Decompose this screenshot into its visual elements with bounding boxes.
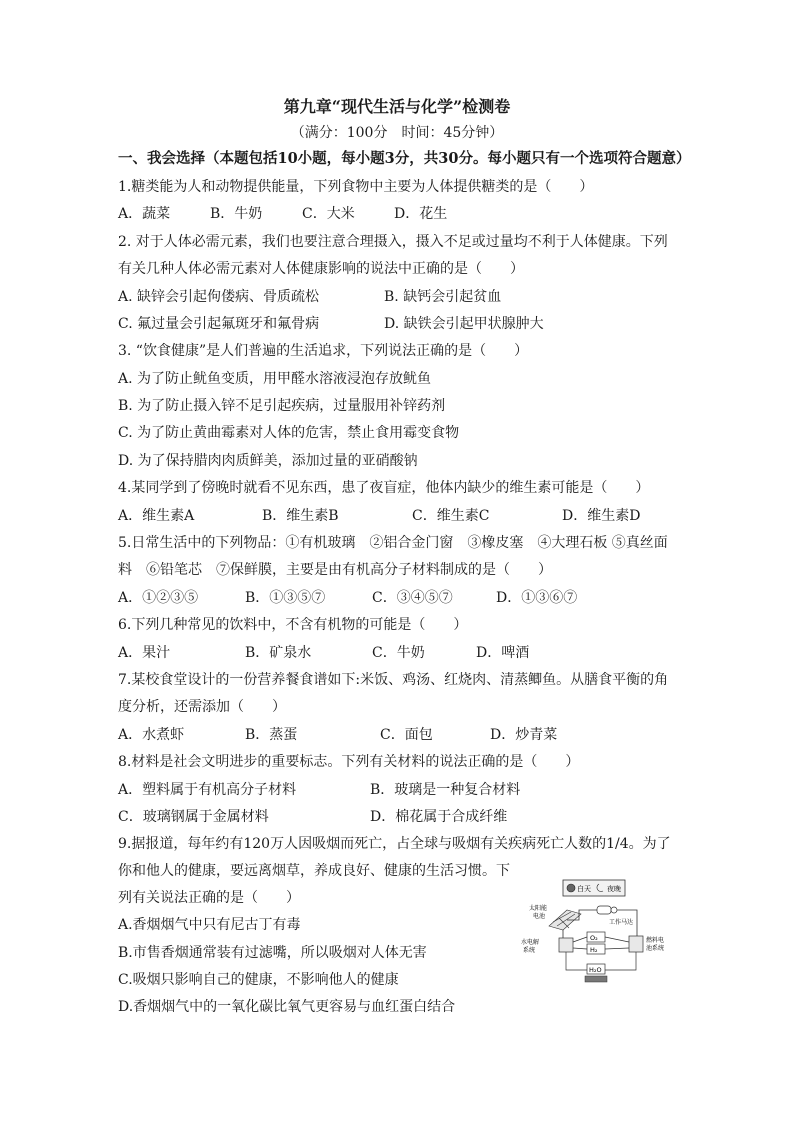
q4-option-b: B．维生素B — [262, 508, 339, 524]
fuel-cell-box — [629, 936, 643, 952]
q5-option-c: C．③④⑤⑦ — [372, 590, 453, 606]
q6-option-b: B．矿泉水 — [245, 645, 312, 661]
q6-option-d: D．啤酒 — [476, 645, 530, 661]
sun-icon — [567, 884, 575, 892]
q1-option-d: D．花生 — [394, 206, 448, 222]
q7-option-a: A．水煮虾 — [118, 727, 185, 743]
question-6-stem: 6.下列几种常见的饮料中，不含有机物的可能是（ ） — [118, 617, 468, 633]
question-3-stem: 3. “饮食健康”是人们普遍的生活追求，下列说法正确的是（ ） — [118, 343, 529, 359]
q6-option-a: A．果汁 — [118, 645, 171, 661]
q3-option-c: C. 为了防止黄曲霉素对人体的危害，禁止食用霉变食物 — [118, 425, 460, 441]
q1-option-b: B．牛奶 — [210, 206, 263, 222]
day-label: 白天 — [577, 885, 591, 893]
q4-option-d: D．维生素D — [562, 508, 641, 524]
q9-option-d: D.香烟烟气中的一氧化碳比氧气更容易与血红蛋白结合 — [118, 999, 456, 1015]
question-1-stem: 1.糖类能为人和动物提供能量，下列食物中主要为人体提供糖类的是（ ） — [118, 179, 594, 195]
q8-option-a: A．塑料属于有机高分子材料 — [118, 782, 297, 798]
o2-label: O₂ — [590, 934, 598, 942]
motor-icon — [597, 906, 611, 914]
electrolysis-label-1: 水电解 — [521, 939, 540, 946]
q2-option-d: D. 缺铁会引起甲状腺肿大 — [384, 316, 544, 332]
q7-option-b: B．蒸蛋 — [245, 727, 298, 743]
q9-option-c: C.吸烟只影响自己的健康，不影响他人的健康 — [118, 972, 399, 988]
q4-option-c: C．维生素C — [412, 508, 490, 524]
electrolysis-label-2: 系统 — [523, 947, 536, 954]
page-subtitle: （满分：100分 时间：45分钟） — [290, 125, 504, 141]
fuelcell-label-2: 池系统 — [646, 945, 665, 952]
question-9-stem-2: 你和他人的健康，要远离烟草，养成良好、健康的生活习惯。下 — [118, 863, 510, 879]
q2-option-c: C. 氟过量会引起氟斑牙和氟骨病 — [118, 316, 320, 332]
electrolysis-box — [559, 938, 573, 952]
q9-option-a: A.香烟烟气中只有尼古丁有毒 — [118, 917, 301, 933]
energy-system-diagram — [519, 878, 671, 990]
section-heading: 一、我会选择（本题包括10小题，每小题3分，共30分。每小题只有一个选项符合题意） — [118, 150, 691, 167]
q8-option-c: C．玻璃钢属于金属材料 — [118, 809, 269, 825]
q9-option-b: B.市售香烟通常装有过滤嘴，所以吸烟对人体无害 — [118, 945, 427, 961]
q4-option-a: A．维生素A — [118, 508, 195, 524]
q5-option-a: A．①②③⑤ — [118, 590, 199, 606]
question-2-stem-2: 有关几种人体必需元素对人体健康影响的说法中正确的是（ ） — [118, 261, 524, 277]
question-7-stem-2: 度分析，还需添加（ ） — [118, 699, 286, 715]
q8-option-b: B．玻璃是一种复合材料 — [370, 782, 521, 798]
question-4-stem: 4.某同学到了傍晚时就看不见东西，患了夜盲症，他体内缺少的维生素可能是（ ） — [118, 480, 650, 496]
q1-option-c: C．大米 — [302, 206, 355, 222]
solar-label-2: 电池 — [533, 913, 546, 920]
q3-option-b: B. 为了防止摄入锌不足引起疾病，过量服用补锌药剂 — [118, 398, 446, 414]
question-8-stem: 8.材料是社会文明进步的重要标志。下列有关材料的说法正确的是（ ） — [118, 754, 580, 770]
night-label: 夜晚 — [607, 885, 621, 893]
q2-option-b: B. 缺钙会引起贫血 — [384, 289, 502, 305]
question-9-stem-1: 9.据报道，每年约有120万人因吸烟而死亡，占全球与吸烟有关疾病死亡人数的1/4。为了 — [118, 836, 671, 852]
q5-option-b: B．①③⑤⑦ — [245, 590, 326, 606]
motor-label: 工作马达 — [609, 919, 634, 926]
h2-label: H₂ — [590, 946, 598, 954]
q7-option-d: D．炒青菜 — [490, 727, 558, 743]
q3-option-a: A. 为了防止鱿鱼变质，用甲醛水溶液浸泡存放鱿鱼 — [118, 371, 432, 387]
question-5-stem-1: 5.日常生活中的下列物品：①有机玻璃 ②铝合金门窗 ③橡皮塞 ④大理石板 ⑤真丝面 — [118, 535, 668, 551]
q1-option-a: A．蔬菜 — [118, 206, 171, 222]
q7-option-c: C．面包 — [380, 727, 433, 743]
question-5-stem-2: 料 ⑥铅笔芯 ⑦保鲜膜，主要是由有机高分子材料制成的是（ ） — [118, 562, 552, 578]
q3-option-d: D. 为了保持腊肉肉质鲜美，添加过量的亚硝酸钠 — [118, 453, 418, 469]
fuelcell-label-1: 燃料电 — [646, 937, 665, 944]
q6-option-c: C．牛奶 — [372, 645, 425, 661]
water-tank — [585, 976, 607, 982]
q5-option-d: D．①③⑥⑦ — [496, 590, 578, 606]
question-7-stem-1: 7.某校食堂设计的一份营养餐食谱如下:米饭、鸡汤、红烧肉、清蒸鲫鱼。从膳食平衡的角 — [118, 672, 669, 688]
solar-label-1: 太阳能 — [529, 905, 548, 912]
question-2-stem-1: 2. 对于人体必需元素，我们也要注意合理摄入，摄入不足或过量均不利于人体健康。下列 — [118, 234, 668, 250]
q8-option-d: D．棉花属于合成纤维 — [370, 809, 508, 825]
h2o-label: H₂O — [589, 966, 602, 974]
question-9-stem-3: 列有关说法正确的是（ ） — [118, 890, 300, 906]
page-title: 第九章“现代生活与化学”检测卷 — [283, 97, 511, 116]
q2-option-a: A. 缺锌会引起佝偻病、骨质疏松 — [118, 289, 320, 305]
